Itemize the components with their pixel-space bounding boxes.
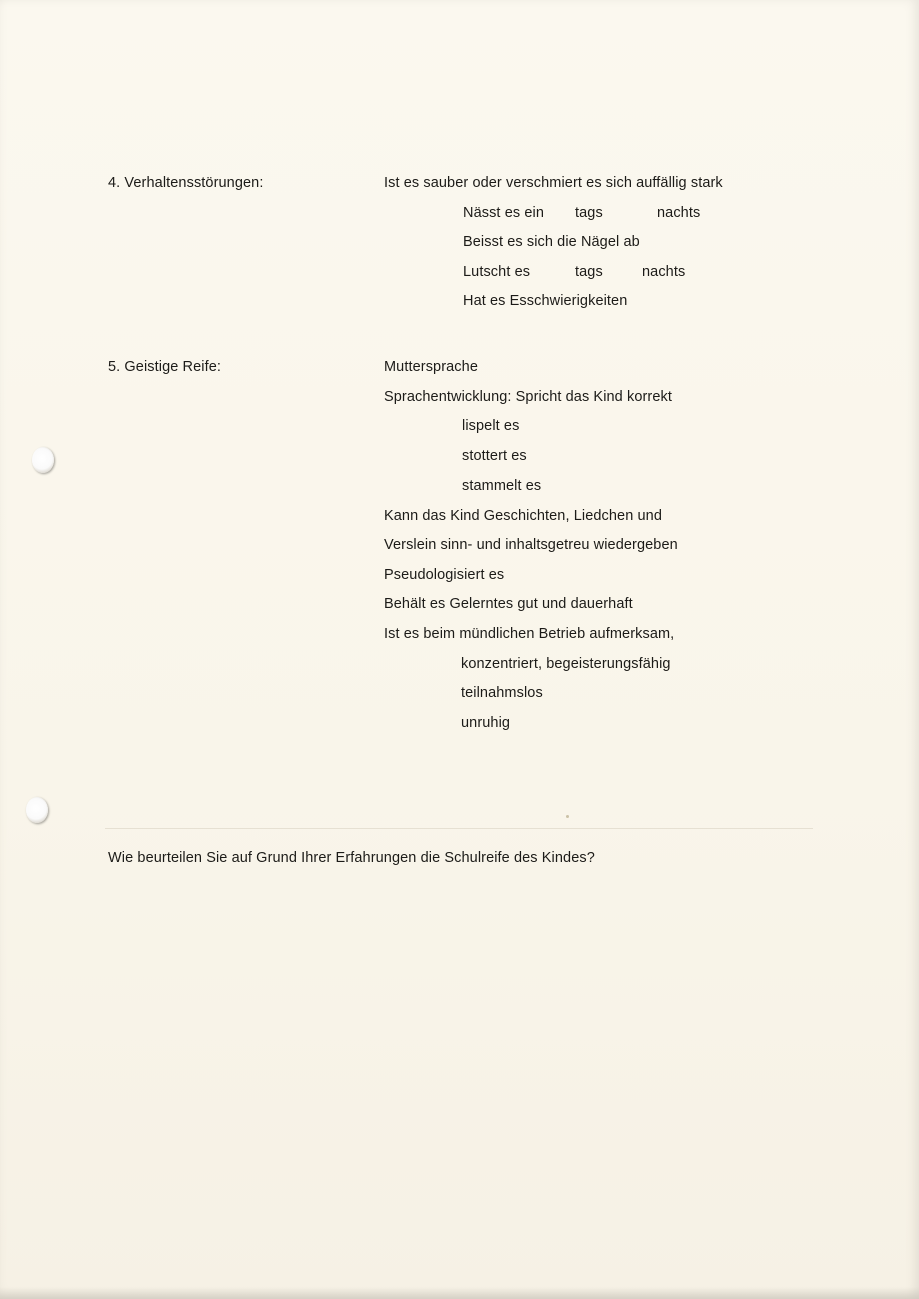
stories-item-line-2: Verslein sinn- und inhaltsgetreu wiedergeben xyxy=(384,537,678,553)
show-through-line xyxy=(105,828,813,829)
thumb-sucking-night-option: nachts xyxy=(642,264,686,280)
punch-hole-bottom xyxy=(26,797,48,823)
eating-difficulties-item: Hat es Esschwierigkeiten xyxy=(463,293,628,309)
bedwetting-night-option: nachts xyxy=(657,205,701,221)
attention-option-restless: unruhig xyxy=(461,715,511,731)
speech-development-item: Sprachentwicklung: Spricht das Kind korrekt xyxy=(384,389,672,405)
paper-edge xyxy=(0,1287,919,1299)
mother-tongue-item: Muttersprache xyxy=(384,359,478,375)
section-4-label: 4. Verhaltensstörungen: xyxy=(108,175,264,191)
stories-item-line-1: Kann das Kind Geschichten, Liedchen und xyxy=(384,508,662,524)
thumb-sucking-label: Lutscht es xyxy=(463,264,531,280)
nail-biting-item: Beisst es sich die Nägel ab xyxy=(463,234,640,250)
punch-hole-top xyxy=(32,447,54,473)
section-5-label: 5. Geistige Reife: xyxy=(108,359,222,375)
bedwetting-day-option: tags xyxy=(575,205,603,221)
pseudologia-item: Pseudologisiert es xyxy=(384,567,505,583)
paper-speck xyxy=(566,815,569,818)
attention-option-concentrated: konzentriert, begeisterungsfähig xyxy=(461,656,671,672)
attention-item: Ist es beim mündlichen Betrieb aufmerksam, xyxy=(384,626,675,642)
attention-option-listless: teilnahmslos xyxy=(461,685,543,701)
speech-option-stutter: stottert es xyxy=(462,448,527,464)
cleanliness-question: Ist es sauber oder verschmiert es sich auffällig stark xyxy=(384,175,723,191)
retention-item: Behält es Gelerntes gut und dauerhaft xyxy=(384,596,633,612)
bedwetting-label: Nässt es ein xyxy=(463,205,544,221)
thumb-sucking-day-option: tags xyxy=(575,264,603,280)
school-readiness-question: Wie beurteilen Sie auf Grund Ihrer Erfahrungen die Schulreife des Kindes? xyxy=(108,850,595,866)
speech-option-stammer: stammelt es xyxy=(462,478,542,494)
speech-option-lisp: lispelt es xyxy=(462,418,520,434)
